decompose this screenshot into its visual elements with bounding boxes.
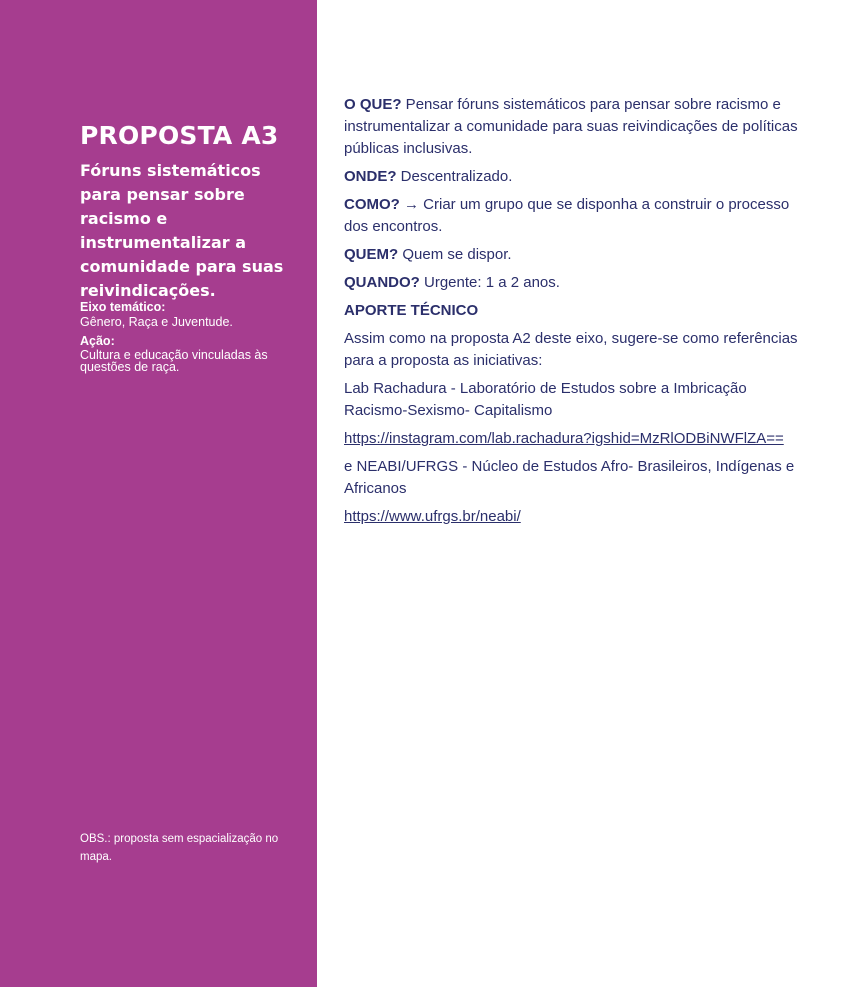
arrow-right-icon: → bbox=[399, 196, 424, 213]
proposal-subtitle: Fóruns sistemáticos para pensar sobre racismo e instrumentalizar a comunidade para suas reivindicações. bbox=[80, 161, 284, 300]
que-paragraph bbox=[344, 94, 799, 160]
onde-label: ONDE? bbox=[344, 168, 397, 185]
onde-text: Descentralizado. bbox=[396, 168, 513, 185]
obs-note: OBS.: proposta sem espacialização no mapa. bbox=[80, 833, 279, 863]
eixo-label: Eixo temático: bbox=[80, 300, 166, 314]
quando-text: Urgente: 1 a 2 anos. bbox=[419, 274, 560, 291]
lab-description: Lab Rachadura - Laboratório de Estudos sobre a Imbricação Racismo-Sexismo- Capitalismo bbox=[344, 380, 747, 419]
que-label: O QUE? bbox=[344, 96, 402, 113]
acao-value: Cultura e educação vinculadas às questões de raça. bbox=[80, 348, 268, 374]
proposal-title: PROPOSTA A3 bbox=[80, 121, 279, 150]
eixo-value: Gênero, Raça e Juventude. bbox=[80, 315, 233, 329]
como-label: COMO? bbox=[344, 196, 400, 213]
sidebar-panel bbox=[0, 0, 317, 987]
acao-label: Ação: bbox=[80, 334, 115, 348]
neabi-description: e NEABI/UFRGS - Núcleo de Estudos Afro- Brasileiros, Indígenas e Africanos bbox=[344, 458, 795, 497]
quem-paragraph bbox=[344, 244, 799, 266]
lab-link[interactable]: https://instagram.com/lab.rachadura?igshid=MzRlODBiNWFlZA== bbox=[344, 430, 784, 447]
quem-text: Quem se dispor. bbox=[398, 246, 512, 263]
quando-paragraph bbox=[344, 272, 799, 294]
aporte-intro: Assim como na proposta A2 deste eixo, sugere-se como referências para a proposta as iniciativas: bbox=[344, 330, 798, 369]
quem-label: QUEM? bbox=[344, 246, 399, 263]
onde-paragraph bbox=[344, 166, 799, 188]
proposal-meta bbox=[80, 300, 300, 377]
quando-label: QUANDO? bbox=[344, 274, 420, 291]
como-paragraph bbox=[344, 194, 799, 238]
que-text: Pensar fóruns sistemáticos para pensar sobre racismo e instrumentalizar a comunidade para suas reivindicações de políticas públicas inclusivas. bbox=[344, 96, 798, 157]
neabi-link[interactable]: https://www.ufrgs.br/neabi/ bbox=[344, 508, 521, 525]
proposal-details bbox=[344, 94, 799, 534]
aporte-heading: APORTE TÉCNICO bbox=[344, 302, 479, 319]
como-text: Criar um grupo que se disponha a construir o processo dos encontros. bbox=[344, 196, 790, 235]
